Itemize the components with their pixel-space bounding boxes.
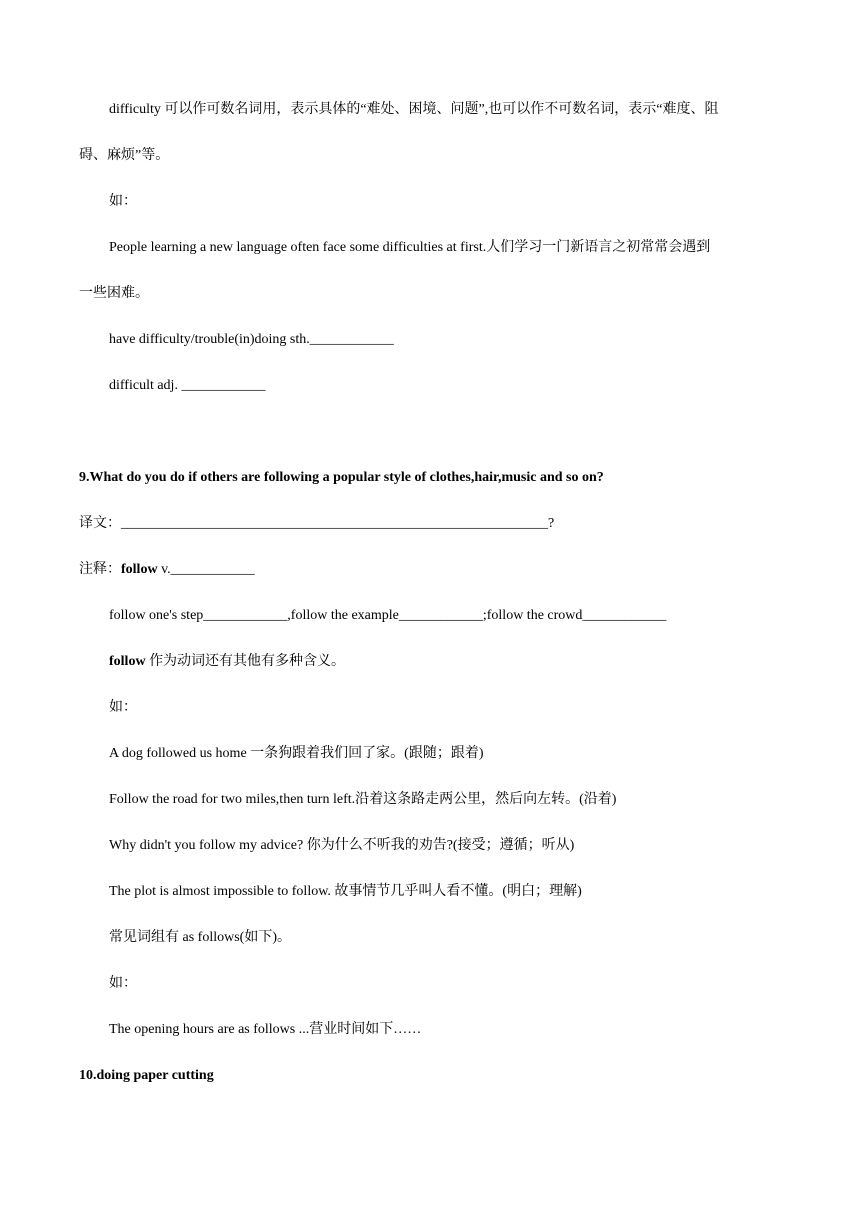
follow-word: follow bbox=[109, 654, 146, 669]
translation-line: 译文：_____________________________________________________________? bbox=[79, 516, 555, 531]
phrase-have-difficulty: have difficulty/trouble(in)doing sth.____________ bbox=[109, 332, 394, 347]
example-plot-follow: The plot is almost impossible to follow. 故事情节几乎叫人看不懂。(明白；理解) bbox=[109, 884, 582, 899]
phrase-difficult-adj: difficult adj. ____________ bbox=[109, 378, 266, 393]
follow-meanings-text: 作为动词还有其他有多种含义。 bbox=[145, 654, 346, 669]
heading-item-10: 10.doing paper cutting bbox=[79, 1068, 214, 1083]
follow-meanings-intro bbox=[109, 653, 345, 671]
example-dog-followed: A dog followed us home 一条狗跟着我们回了家。(跟随；跟着) bbox=[109, 746, 484, 761]
heading-item-9: 9.What do you do if others are following a popular style of clothes,hair,music and so on? bbox=[79, 470, 604, 485]
example-label-2: 如： bbox=[109, 700, 137, 715]
common-phrase-as-follows: 常见词组有 as follows(如下)。 bbox=[109, 930, 291, 945]
note-label: 注释： bbox=[79, 562, 121, 577]
paragraph-difficulty-usage: difficulty 可以作可数名词用，表示具体的“难处、困境、问题”,也可以作不可数名词，表示“难度、阻 bbox=[109, 102, 719, 117]
example-sentence-difficulties: People learning a new language often face some difficulties at first.人们学习一门新语言之初常常会遇到 bbox=[109, 240, 711, 255]
example-follow-road: Follow the road for two miles,then turn left.沿着这条路走两公里，然后向左转。(沿着) bbox=[109, 792, 617, 807]
example-label: 如： bbox=[109, 194, 137, 209]
note-follow-pos: v.____________ bbox=[157, 562, 255, 577]
note-word-follow: follow bbox=[121, 562, 158, 577]
note-follow bbox=[79, 561, 255, 579]
paragraph-difficulty-usage-cont: 碍、麻烦”等。 bbox=[79, 148, 170, 163]
example-sentence-difficulties-cont: 一些困难。 bbox=[79, 286, 149, 301]
example-label-3: 如： bbox=[109, 976, 137, 991]
example-follow-advice: Why didn't you follow my advice? 你为什么不听我的劝告?(接受；遵循；听从) bbox=[109, 838, 575, 853]
example-opening-hours: The opening hours are as follows ...营业时间如下…… bbox=[109, 1022, 422, 1037]
follow-phrases: follow one's step____________,follow the example____________;follow the crowd____________ bbox=[109, 608, 667, 623]
